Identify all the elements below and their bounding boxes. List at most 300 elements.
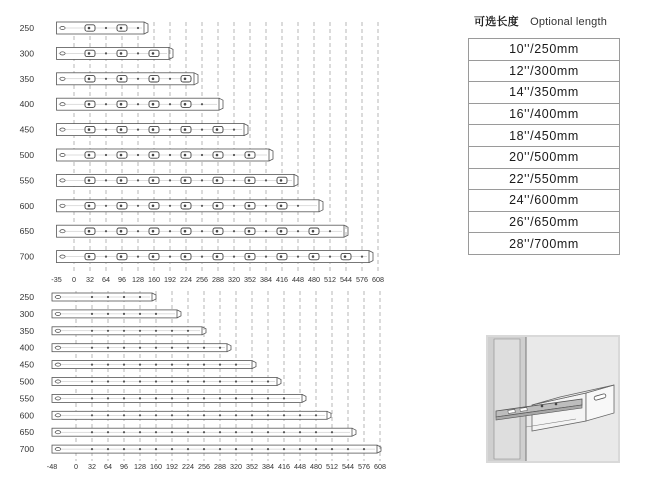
row-length-label: 650 xyxy=(19,226,34,237)
mounting-hole xyxy=(297,230,299,232)
axis-tick-label: 192 xyxy=(166,462,178,471)
slot-screw-hole xyxy=(280,205,283,208)
row-length-label: 600 xyxy=(19,410,34,421)
slot-screw-hole xyxy=(88,78,91,81)
axis-tick-label: 416 xyxy=(278,462,290,471)
mounting-hole xyxy=(107,296,109,298)
mounting-hole xyxy=(139,380,141,382)
mounting-hole xyxy=(219,448,221,450)
mounting-hole xyxy=(299,448,301,450)
mounting-hole xyxy=(251,380,253,382)
front-hole xyxy=(60,255,65,258)
mounting-hole xyxy=(107,330,109,332)
slot-screw-hole xyxy=(184,179,187,182)
axis-tick-label: 352 xyxy=(246,462,258,471)
slot-screw-hole xyxy=(152,154,155,157)
axis-tick-label: 64 xyxy=(104,462,112,471)
slot-screw-hole xyxy=(216,179,219,182)
axis-tick-label: 32 xyxy=(88,462,96,471)
mounting-hole xyxy=(123,448,125,450)
front-hole xyxy=(60,103,65,106)
slot-screw-hole xyxy=(88,179,91,182)
slot-screw-hole xyxy=(120,154,123,157)
mounting-hole xyxy=(91,431,93,433)
axis-tick-label: -48 xyxy=(46,462,58,471)
slot-screw-hole xyxy=(184,154,187,157)
mounting-hole xyxy=(297,256,299,258)
axis-tick-label: 128 xyxy=(132,275,144,284)
mounting-hole xyxy=(123,347,125,349)
axis-tick-label: 224 xyxy=(180,275,192,284)
mounting-hole xyxy=(203,380,205,382)
row-length-label: 400 xyxy=(19,99,34,110)
mounting-hole xyxy=(123,431,125,433)
mounting-hole xyxy=(105,230,107,232)
axis-tick-label: 96 xyxy=(120,462,128,471)
length-row xyxy=(469,60,620,82)
axis-tick-label: 544 xyxy=(340,275,352,284)
rail-end-tab xyxy=(294,174,298,186)
slot-screw-hole xyxy=(184,103,187,106)
mounting-hole xyxy=(91,414,93,416)
front-hole xyxy=(55,414,60,417)
axis-tick-label: 320 xyxy=(230,462,242,471)
mounting-hole xyxy=(155,347,157,349)
slot-screw-hole xyxy=(88,154,91,157)
mounting-hole xyxy=(137,256,139,258)
mounting-hole xyxy=(105,78,107,80)
mounting-hole xyxy=(315,414,317,416)
mounting-hole xyxy=(155,414,157,416)
mounting-hole xyxy=(187,414,189,416)
slot-screw-hole xyxy=(88,128,91,131)
axis-tick-label: 544 xyxy=(342,462,354,471)
mounting-hole xyxy=(187,364,189,366)
length-cell: 22''/550mm xyxy=(469,168,620,190)
mounting-hole xyxy=(267,448,269,450)
slot-screw-hole xyxy=(184,255,187,258)
mounting-hole xyxy=(299,414,301,416)
mounting-hole xyxy=(169,179,171,181)
mounting-hole xyxy=(201,230,203,232)
mounting-hole xyxy=(169,205,171,207)
mounting-hole xyxy=(283,431,285,433)
mounting-hole xyxy=(283,414,285,416)
slot-screw-hole xyxy=(248,230,251,233)
slot-screw-hole xyxy=(248,255,251,258)
rail-end-tab xyxy=(227,344,231,352)
mounting-hole xyxy=(137,205,139,207)
rail-end-tab xyxy=(202,327,206,335)
slot-screw-hole xyxy=(88,27,91,30)
mounting-hole xyxy=(187,448,189,450)
axis-tick-label: 576 xyxy=(356,275,368,284)
mounting-hole xyxy=(201,103,203,105)
mounting-hole xyxy=(203,347,205,349)
mounting-hole xyxy=(201,154,203,156)
rail-end-tab xyxy=(244,124,248,136)
slot-screw-hole xyxy=(152,255,155,258)
axis-tick-label: 96 xyxy=(118,275,126,284)
row-length-label: 400 xyxy=(19,342,34,353)
slot-screw-hole xyxy=(120,255,123,258)
axis-tick-label: 320 xyxy=(228,275,240,284)
slot-screw-hole xyxy=(88,230,91,233)
axis-tick-label: 32 xyxy=(86,275,94,284)
mounting-hole xyxy=(169,154,171,156)
slot-screw-hole xyxy=(216,128,219,131)
length-table xyxy=(468,38,620,255)
slot-screw-hole xyxy=(216,205,219,208)
mounting-hole xyxy=(139,397,141,399)
mounting-hole xyxy=(155,431,157,433)
slot-screw-hole xyxy=(344,255,347,258)
slot-screw-hole xyxy=(152,52,155,55)
rail-end-tab xyxy=(177,310,181,318)
rail-end-tab xyxy=(194,73,198,85)
front-hole xyxy=(60,153,65,156)
mounting-hole xyxy=(155,364,157,366)
axis-tick-label: 0 xyxy=(74,462,78,471)
mounting-hole xyxy=(91,448,93,450)
mounting-hole xyxy=(123,313,125,315)
length-cell: 18''/450mm xyxy=(469,125,620,147)
slot-screw-hole xyxy=(184,78,187,81)
mounting-hole xyxy=(219,414,221,416)
mounting-hole xyxy=(251,397,253,399)
length-cell: 20''/500mm xyxy=(469,146,620,168)
front-hole xyxy=(60,179,65,182)
slot-screw-hole xyxy=(120,27,123,30)
mounting-hole xyxy=(139,364,141,366)
mounting-hole xyxy=(155,330,157,332)
axis-tick-label: -35 xyxy=(51,275,62,284)
row-length-label: 700 xyxy=(19,444,34,455)
mounting-hole xyxy=(233,129,235,131)
mounting-hole xyxy=(137,78,139,80)
mounting-hole xyxy=(123,364,125,366)
axis-tick-label: 384 xyxy=(262,462,274,471)
mounting-hole xyxy=(171,414,173,416)
mounting-hole xyxy=(329,256,331,258)
mounting-hole xyxy=(187,397,189,399)
mounting-hole xyxy=(235,397,237,399)
rail-end-tab xyxy=(327,411,331,419)
axis-tick-label: 480 xyxy=(308,275,320,284)
mounting-hole xyxy=(91,296,93,298)
row-length-label: 500 xyxy=(19,376,34,387)
mounting-hole xyxy=(329,230,331,232)
mounting-hole xyxy=(347,448,349,450)
length-row xyxy=(469,125,620,147)
optional-length-title xyxy=(474,13,620,29)
slot-screw-hole xyxy=(280,255,283,258)
mounting-hole xyxy=(265,205,267,207)
mounting-hole xyxy=(187,347,189,349)
row-length-label: 450 xyxy=(19,124,34,135)
slot-screw-hole xyxy=(88,52,91,55)
mounting-hole xyxy=(265,230,267,232)
front-hole xyxy=(55,380,60,383)
slot-screw-hole xyxy=(184,230,187,233)
mounting-hole xyxy=(105,129,107,131)
mounting-hole xyxy=(267,414,269,416)
row-length-label: 250 xyxy=(19,23,34,33)
mounting-hole xyxy=(187,431,189,433)
length-row xyxy=(469,190,620,212)
mounting-hole xyxy=(267,397,269,399)
row-length-label: 550 xyxy=(19,175,34,186)
slot-screw-hole xyxy=(88,103,91,106)
mounting-hole xyxy=(139,313,141,315)
mounting-hole xyxy=(169,129,171,131)
slot-screw-hole xyxy=(280,179,283,182)
slot-screw-hole xyxy=(120,179,123,182)
slot-screw-hole xyxy=(152,179,155,182)
mounting-hole xyxy=(123,296,125,298)
rail-end-tab xyxy=(319,200,323,212)
axis-tick-label: 448 xyxy=(294,462,306,471)
mounting-hole xyxy=(123,380,125,382)
rail-end-tab xyxy=(377,445,381,453)
mounting-hole xyxy=(137,230,139,232)
mounting-hole xyxy=(171,448,173,450)
length-cell: 26''/650mm xyxy=(469,211,620,233)
mounting-hole xyxy=(283,397,285,399)
row-length-label: 300 xyxy=(19,308,34,319)
length-cell: 16''/400mm xyxy=(469,103,620,125)
mounting-hole xyxy=(299,431,301,433)
mounting-hole xyxy=(187,380,189,382)
mounting-hole xyxy=(137,52,139,54)
front-hole xyxy=(60,230,65,233)
length-cell: 12''/300mm xyxy=(469,60,620,82)
mounting-hole xyxy=(235,364,237,366)
length-row xyxy=(469,39,620,61)
mounting-hole xyxy=(169,78,171,80)
slot-screw-hole xyxy=(216,255,219,258)
top-hole-pattern-diagram xyxy=(20,22,384,284)
mounting-hole xyxy=(233,205,235,207)
mounting-hole xyxy=(233,256,235,258)
mounting-hole xyxy=(105,27,107,29)
mounting-hole xyxy=(169,103,171,105)
length-row xyxy=(469,211,620,233)
optional-length-panel xyxy=(468,10,620,255)
mounting-hole xyxy=(107,380,109,382)
front-hole xyxy=(55,312,60,315)
slot-screw-hole xyxy=(248,154,251,157)
mounting-hole xyxy=(139,431,141,433)
mounting-hole xyxy=(171,364,173,366)
length-row xyxy=(469,168,620,190)
mounting-hole xyxy=(137,103,139,105)
drawer-slide-cabinet-illustration xyxy=(486,335,620,463)
axis-tick-label: 192 xyxy=(164,275,176,284)
mounting-hole xyxy=(107,397,109,399)
mounting-hole xyxy=(219,364,221,366)
front-hole xyxy=(55,448,60,451)
mounting-hole xyxy=(251,414,253,416)
axis-tick-label: 128 xyxy=(134,462,146,471)
rail-end-tab xyxy=(352,428,356,436)
axis-tick-label: 608 xyxy=(372,275,384,284)
length-row xyxy=(469,146,620,168)
axis-tick-label: 288 xyxy=(214,462,226,471)
rail-end-tab xyxy=(302,394,306,402)
mounting-hole xyxy=(171,431,173,433)
slot-screw-hole xyxy=(88,205,91,208)
rail-end-tab xyxy=(219,98,223,110)
mounting-hole xyxy=(105,52,107,54)
slot-screw-hole xyxy=(248,179,251,182)
mounting-hole xyxy=(137,154,139,156)
row-length-label: 300 xyxy=(19,48,34,59)
rail-end-tab xyxy=(369,251,373,263)
length-cell: 28''/700mm xyxy=(469,233,620,255)
slot-screw-hole xyxy=(312,230,315,233)
axis-tick-label: 576 xyxy=(358,462,370,471)
axis-tick-label: 160 xyxy=(150,462,162,471)
mounting-hole xyxy=(265,179,267,181)
mounting-hole xyxy=(139,414,141,416)
row-length-label: 350 xyxy=(19,73,34,84)
length-row xyxy=(469,103,620,125)
slot-screw-hole xyxy=(120,205,123,208)
axis-tick-label: 352 xyxy=(244,275,256,284)
mounting-hole xyxy=(235,380,237,382)
mounting-hole xyxy=(187,330,189,332)
mounting-hole xyxy=(331,448,333,450)
axis-tick-label: 160 xyxy=(148,275,160,284)
mounting-hole xyxy=(105,256,107,258)
rail-end-tab xyxy=(152,293,156,301)
mounting-hole xyxy=(203,431,205,433)
slot-screw-hole xyxy=(280,230,283,233)
row-length-label: 450 xyxy=(19,359,34,370)
length-row xyxy=(469,233,620,255)
mounting-hole xyxy=(107,364,109,366)
mounting-hole xyxy=(171,347,173,349)
axis-tick-label: 480 xyxy=(310,462,322,471)
axis-tick-label: 512 xyxy=(324,275,336,284)
mounting-hole xyxy=(233,230,235,232)
mounting-hole xyxy=(155,380,157,382)
rail-end-tab xyxy=(277,378,281,386)
axis-tick-label: 0 xyxy=(72,275,76,284)
mounting-hole xyxy=(315,448,317,450)
mounting-hole xyxy=(137,179,139,181)
slot-screw-hole xyxy=(312,255,315,258)
mounting-hole xyxy=(105,179,107,181)
front-hole xyxy=(60,26,65,29)
slot-screw-hole xyxy=(120,103,123,106)
front-hole xyxy=(60,52,65,55)
mounting-hole xyxy=(265,256,267,258)
front-hole xyxy=(60,128,65,131)
front-hole xyxy=(55,295,60,298)
mounting-hole xyxy=(203,448,205,450)
mounting-hole xyxy=(169,230,171,232)
mounting-hole xyxy=(235,431,237,433)
front-hole xyxy=(55,363,60,366)
mounting-hole xyxy=(91,347,93,349)
mounting-hole xyxy=(155,313,157,315)
mounting-hole xyxy=(201,256,203,258)
mounting-hole xyxy=(137,129,139,131)
mounting-hole xyxy=(297,205,299,207)
mounting-hole xyxy=(139,330,141,332)
slot-screw-hole xyxy=(152,230,155,233)
mounting-hole xyxy=(171,397,173,399)
mounting-hole xyxy=(361,256,363,258)
row-length-label: 250 xyxy=(19,292,34,302)
slot-screw-hole xyxy=(88,255,91,258)
slot-screw-hole xyxy=(120,78,123,81)
slot-screw-hole xyxy=(184,128,187,131)
mounting-hole xyxy=(107,313,109,315)
mounting-hole xyxy=(105,205,107,207)
mounting-hole xyxy=(251,448,253,450)
length-cell: 14''/350mm xyxy=(469,82,620,104)
axis-tick-label: 448 xyxy=(292,275,304,284)
mounting-hole xyxy=(315,431,317,433)
slot-screw-hole xyxy=(120,230,123,233)
front-hole xyxy=(60,204,65,207)
row-length-label: 500 xyxy=(19,150,34,160)
mounting-hole xyxy=(219,431,221,433)
length-cell: 10''/250mm xyxy=(469,39,620,61)
mounting-hole xyxy=(235,414,237,416)
mounting-hole xyxy=(171,380,173,382)
slot-screw-hole xyxy=(248,205,251,208)
axis-tick-label: 64 xyxy=(102,275,110,284)
title-chinese: 可选长度 xyxy=(474,15,519,28)
rail-end-tab xyxy=(269,149,273,161)
mounting-hole xyxy=(219,347,221,349)
mounting-hole xyxy=(139,347,141,349)
mounting-hole xyxy=(123,397,125,399)
axis-tick-label: 256 xyxy=(198,462,210,471)
slot-screw-hole xyxy=(216,154,219,157)
mounting-hole xyxy=(169,256,171,258)
slot-screw-hole xyxy=(216,230,219,233)
mounting-hole xyxy=(107,448,109,450)
length-row xyxy=(469,82,620,104)
mounting-hole xyxy=(107,347,109,349)
rail-end-tab xyxy=(169,47,173,59)
mounting-hole xyxy=(267,380,269,382)
mounting-hole xyxy=(91,364,93,366)
mounting-hole xyxy=(331,431,333,433)
row-length-label: 350 xyxy=(19,325,34,336)
axis-tick-label: 256 xyxy=(196,275,208,284)
slot-screw-hole xyxy=(120,128,123,131)
mounting-hole xyxy=(201,179,203,181)
mounting-hole xyxy=(139,296,141,298)
slot-screw-hole xyxy=(152,128,155,131)
mounting-hole xyxy=(155,397,157,399)
mounting-hole xyxy=(123,414,125,416)
front-hole xyxy=(55,397,60,400)
axis-tick-label: 608 xyxy=(374,462,386,471)
mounting-hole xyxy=(107,431,109,433)
front-hole xyxy=(55,329,60,332)
slot-screw-hole xyxy=(152,78,155,81)
mounting-hole xyxy=(203,364,205,366)
mounting-hole xyxy=(91,380,93,382)
mounting-hole xyxy=(235,448,237,450)
